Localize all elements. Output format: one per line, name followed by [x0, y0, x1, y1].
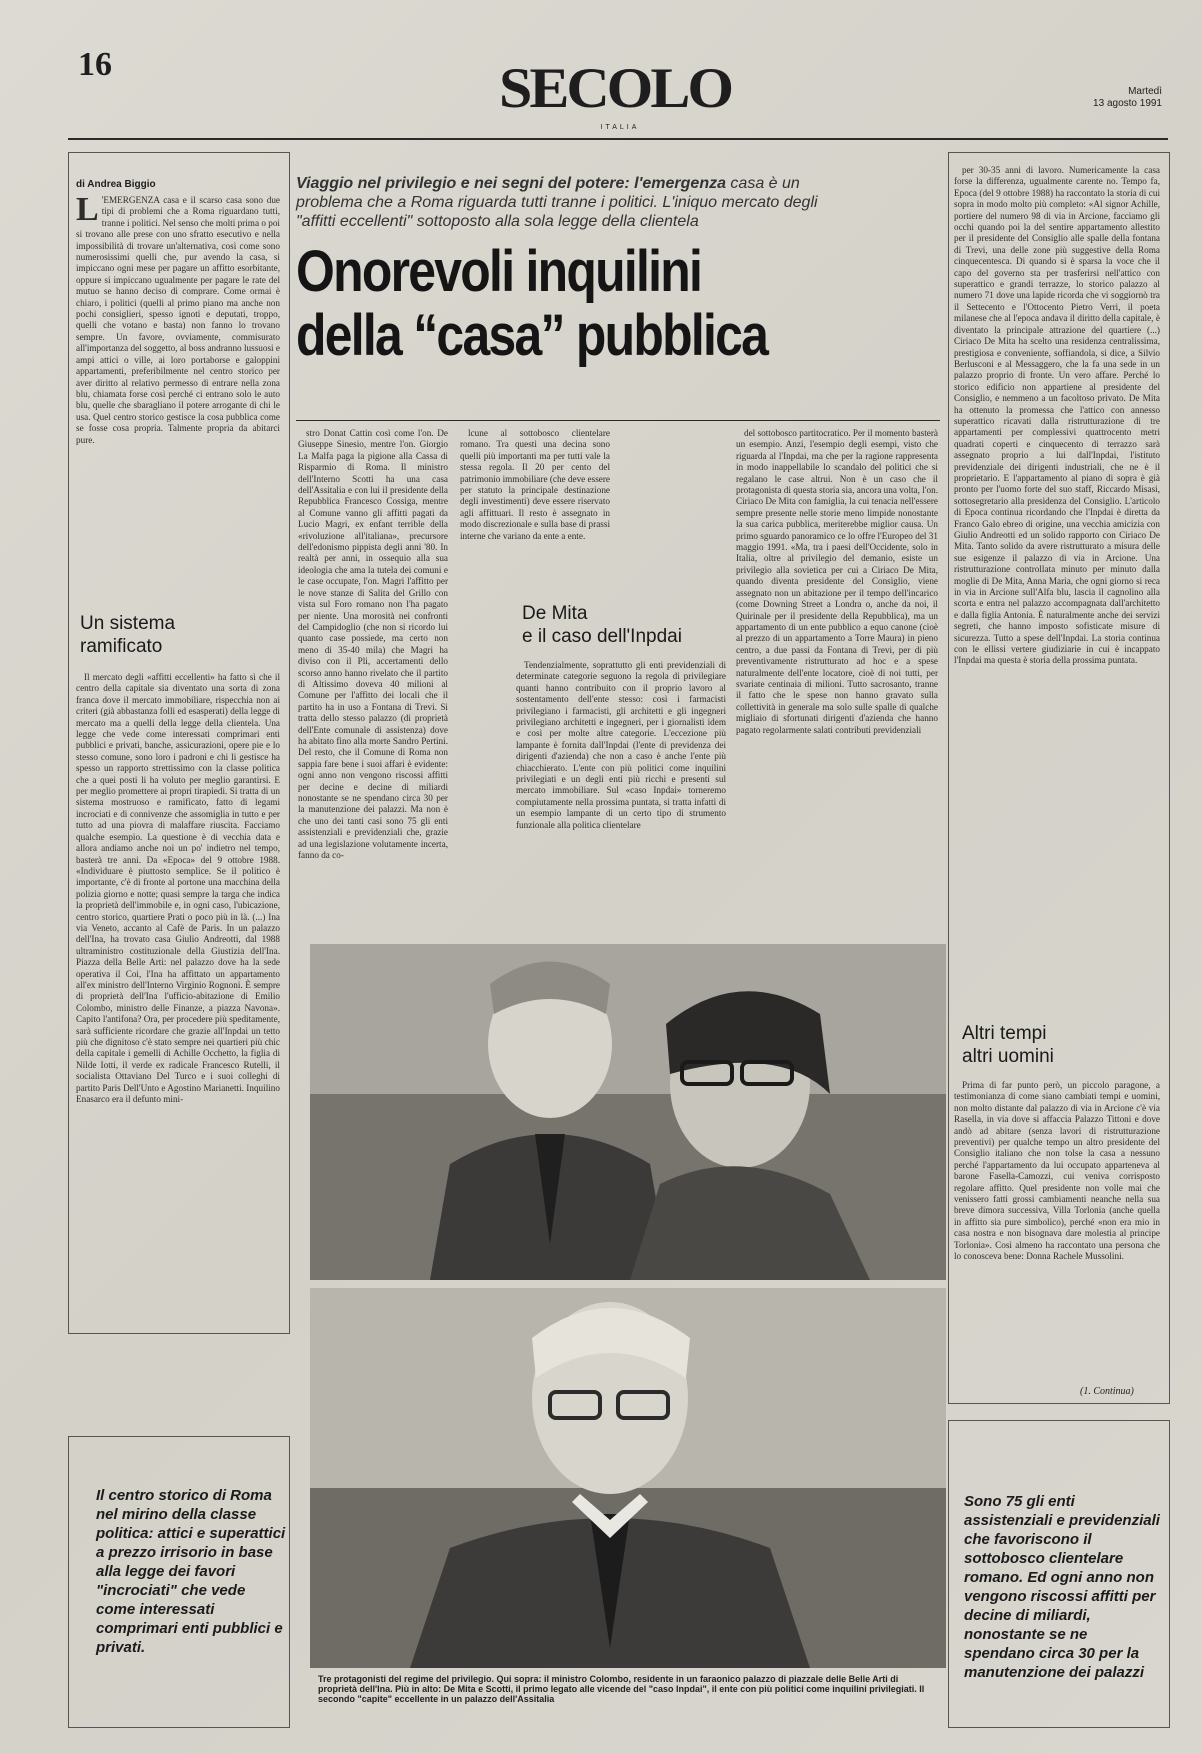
- column-2: [298, 428, 448, 940]
- column-1: [76, 672, 280, 1388]
- subhead-line: e il caso dell'Inpdai: [522, 626, 682, 647]
- masthead-subtitle: ITALIA: [600, 124, 640, 131]
- subhead-demita: [522, 602, 682, 648]
- kicker-rest: casa è un problema che a Roma riguarda tutti tranne i politici. L'iniquo mercato degli "affitti eccellenti" sottoposto alla sola legge della clientela: [296, 175, 818, 230]
- subhead-line: De Mita: [522, 603, 588, 624]
- column-3b: [516, 660, 726, 940]
- kicker: [296, 174, 856, 231]
- photo-politicians: [310, 944, 946, 1280]
- column-4: [736, 428, 938, 940]
- kicker-bold: Viaggio nel privilegio e nei segni del potere: l'emergenza: [296, 175, 726, 192]
- headline-line-2: della “casa” pubblica: [296, 303, 768, 368]
- column-3-text: lcune al sottobosco clientelare romano. Tra questi una decina sono quelli più importanti ma per tutti vale la stessa regola. Il 20 per cento del patrimonio immobiliare (che deve essere per statuto la principale destinazione degli investimenti) deve essere riservato agli affittuari. Il resto è assegnato in modo discrezionale e sulla base di prassi interne che variano da ente a ente.: [460, 428, 610, 541]
- subhead-sistema: [80, 612, 175, 658]
- masthead: SECOLO: [498, 56, 732, 120]
- headline: [296, 240, 795, 368]
- dropcap: L: [76, 195, 99, 228]
- column-5b: [954, 1080, 1160, 1380]
- lead-column: [76, 195, 280, 577]
- column-5-text: per 30-35 anni di lavoro. Numericamente la casa forse la differenza, ugualmente carente no. Tempo fa, Epoca (del 9 ottobre 1988) ha raccontato la storia di cui sopra in modo molto più completo: «Al signor Achille, portiere del numero 98 di via in Arcione, facciamo gli occhi quando poi la del sentire appartamento allestito per il presidente del Consiglio alle spalle della fontana di Trevi, una delle zone più suggestive della Roma cinquecentesca. Di quando si è sparsa la voce che il capo del governo sta per trasferirsi nell'attico con superattico e grandi terrazze, lo storico palazzo al numero 71 dove una lapide ricorda che vi soggiornò tra il Settecento e l'Ottocento Pietro Verri, il poeta milanese che al l'epoca andava il diritto della capitale, è diventato la principale attrazione del quartiere (...) Ciriaco De Mita ha scelto una residenza centralissima, prestigiosa e conveniente, soffiandola, si dice, a Silvio Berlusconi e al Messaggero, che la fa una sede in un palazzo proprio di fronte. Un vero affare. Perché lo storico edificio non appartiene al presidente del Consiglio, e nemmeno a un facoltoso privato. De Mita ha ottenuto la promessa che l'attico con annesso superattico ricavati dalla ristrutturazione di tre appartamenti per complessivi quattrocento metri quadrati coperti e cinquecento di terrazzo sarà assegnato proprio a lui dall'Inpdai, l'istituto previdenziale dei dirigenti industriali, che ne è il proprietario. E l'appartamento al piano di sopra è già pronto per l'uomo forte del suo staff, Riccardo Misasi, sottosegretario alla presidenza del Consiglio. L'articolo di Epoca continua ricordando che l'Inpdai è diretta da Franco Galo ebreo di origine, una vecchia amicizia con Giulio Andreotti ed un solido rapporto con Ciriaco De Mita. Tanto solido da avere ristrutturato a misura delle sue esigenze il palazzo di via in Arcione. Una ristrutturazione controllata minuto per minuto dalla moglie di De Mita, Anna Maria, che ogni giorno si reca in via in Arcione sull'Alfa blu, lascia il cagnolino alla scorta e entra nel palazzo accompagnata dall'architetto e dalla figlia Antonia. È naturalmente anche dei servizi segreti, che hanno imposto sofisticate misure di sicurezza. Tutto a spese dell'Inpdai. La storia continua con le ellissi vertere giudiziarie in cui è incappato l'Inpdai ma questa è storia della prossima puntata.: [954, 165, 1160, 666]
- dateline: [1062, 86, 1162, 110]
- pullquote-left: Il centro storico di Roma nel mirino della classe politica: attici e superattici a prezzo irrisorio in base alla legge dei favori "incrociati" che vede come interessati comprimari enti pubblici e privati.: [96, 1487, 286, 1656]
- byline: di Andrea Biggio: [76, 179, 156, 190]
- column-1-text: Il mercato degli «affitti eccellenti» ha fatto sì che il centro della capitale sia diventato una sorta di zona franca dove il mercato immobiliare, rispecchia non ai criteri (già abbastanza folli ed esasperati) della legge di mercato ma a quelli della legge della clientela. Una legge che vede come interessati comprimari enti pubblici e privati, banche, assicurazioni, opere pie e lo stesso comune, sono loro i padroni e chi li gestisce ha spesso un rapporto strettissimo con la classe politica che a quei posti li ha voluto per meglio garantirsi. E per meglio promettere ai propri tirapiedi. Si tratta di un sistema mostruoso e ramificato, fatto di legami incrociati e di connivenze che assomiglia in tutto e per tutto ad una piovra di malaffare riuscita. Facciamo qualche esempio. La questione è di vecchia data e allora andiamo anche noi un po' indietro nel tempo, basterà tre anni. Da «Epoca» del 9 ottobre 1988. «Individuare è piuttosto semplice. Se il politico è importante, c'è di fronte al portone una macchina della polizia giorno e notte; quasi sempre la targa che indica la proprietà dell'immobile e, in ogni caso, l'ubicazione, centro storico, quartiere Prati o poco più in là. (...) Ina via Veneto, accanto al Cafè de Paris. In un palazzo dell'Ina, ha trovato casa Giulio Andreotti, dal 1988 ultraministro costituzionale della Giustizia dell'Ina. Piazza della Belle Arti: nel palazzo dove ha la sede operativa il Coi, l'Ina ha affittato un appartamento all'ex ministro dell'Interno Virginio Rognoni. È sempre di proprietà dell'Ina l'ufficio-abitazione di Emilio Colombo, ministro delle Finanze, a piazza Navona». Capito l'antifona? Ora, per procedere più speditamente, sarà sufficiente ricordare che grazie all'Inpdai un tetto più che dignitoso c'è stato sempre nei quartieri più chic della capitale i gemelli di Achille Occhetto, la figlia di Nilde Iotti, il verde ex radicale Francesco Rutelli, il socialista Ottaviano Del Turco e i suoi colleghi di partito Paris Dell'Unto e Agostino Marianetti. Inquilino Enasarco era il defunto mini-: [76, 672, 280, 1105]
- photo-colombo: [310, 1288, 946, 1668]
- subhead-altri: [962, 1022, 1054, 1068]
- column-5: [954, 165, 1160, 1020]
- date-full: 13 agosto 1991: [1093, 98, 1162, 109]
- headline-line-1: Onorevoli inquilini: [296, 239, 702, 304]
- date-weekday: Martedì: [1128, 86, 1162, 97]
- photo-colombo-art: [310, 1288, 946, 1668]
- column-4-text: del sottobosco partitocratico. Per il momento basterà un esempio. Anzi, l'esempio degli esempi, visto che riguarda al l'Inpdai, ma che per la ragione rappresenta in modo inappellabile lo scandalo del politici che si regalano le case altrui. Non è un caso che il protagonista di questa storia sia, ancora una volta, l'on. Ciriaco De Mita con famiglia, la cui tenacia nell'essere sempre presente nelle storie meno limpide nonostante la sua carica pubblica, meriterebbe miglior causa. Un primo sguardo panoramico ce lo offre l'Europeo del 31 maggio 1991. «Ma, tra i paesi dell'Occidente, solo in Italia, oltre al privilegio del demanio, esiste un privilegio alla sovietica per cui a Ciriaco De Mita, quando diventa presidente del Consiglio, viene assegnato non un abitazione per il tempo dell'incarico (come Downing Street a Londra o, anche da noi, il Quirinale per il presidente della Repubblica), ma un appartamento di un ente pubblico a equo canone (cioè al prezzo di un appartamento a Torre Maura) in pieno centro, a due passi da Fontana di Trevi, per di più preventivamente ristrutturato ad hoc e a spese naturalmente dell'ente locatore, cioè di noi tutti, per svariate centinaia di milioni. Tutto sacrosanto, tranne il fatto che le spese non hanno gravato sulla collettività in generale ma solo sulle spalle di qualche migliaio di sfortunati dirigenti d'azienda che hanno pagato regolarmente salati contributi previdenziali: [736, 428, 938, 735]
- page-number: 16: [78, 46, 112, 83]
- column-3b-text: Tendenzialmente, soprattutto gli enti previdenziali di determinate categorie seguono la regola di privilegiare quanti hanno contribuito con il proprio lavoro al sostentamento dell'ente stesso: così i farmacisti privilegiano i farmacisti, gli architetti e gli ingegneri privilegiano architetti e ingegneri, per i giornalisti idem e così per molte altre categorie. L'eccezione più lampante è fornita dall'Inpdai (l'ente di previdenza dei dirigenti d'azienda) che non a caso è anche l'ente più chiacchierato. L'ente con più politici come inquilini privilegiati e un degli enti più ricchi e presenti sul mercato immobiliare. Sul «caso Inpdai» torneremo compiutamente nella prossima puntata, si tratta infatti di un esempio lampante di un certo tipo di strumento funzionale alla politica clientelare: [516, 660, 726, 830]
- photo-caption: Tre protagonisti del regime del privilegio. Qui sopra: il ministro Colombo, residente in un faraonico palazzo di piazzale delle Belle Arti di proprietà dell'Ina. Più in alto: De Mita e Scotti, il primo legato alle vicende del "caso Inpdai", il ente con più politici come inquilini privilegiati. Il secondo "capite" eccellente in un palazzo dell'Assitalia: [318, 1674, 925, 1704]
- headline-rule: [296, 420, 940, 421]
- continues-label: (1. Continua): [1080, 1386, 1134, 1397]
- column-2-text: stro Donat Cattin così come l'on. De Giuseppe Sinesio, mentre l'on. Giorgio La Malfa paga la pigione alla Cassa di Risparmio di Roma. Il ministro dell'Interno Scotti ha una casa dell'Assitalia e con lui il presidente della Repubblica Francesco Cossiga, mentre al Comune vanno gli affitti pagati da Lucio Magri, ex enfant terrible della «rivoluzione all'italiana», precursore dell'edonismo pippista degli anni '80. In realtà per anni, in ossequio alla sua ideologia che ama la tutela dei comuni e le case occupate, l'on. Magri l'affitto per le nove stanze di Salita del Grillo con vista sul Foro romano non l'ha pagato per niente. Una morosità nei confronti del Campidoglio (che non si ricordo lui quanto case possiede, ma certo non meno di 35-40 mila) che Magri ha diviso con il Pli, accertamenti dello scorso anno hanno rivelato che il partito di Altissimo doveva 40 milioni al Comune per l'affitto dei locali che il partito ha in uso a Fontana di Trevi. Si tratta dello stesso palazzo (di proprietà dell'Ente comunale di assistenza) dove ha abitato fino alla morte Sandro Pertini. Del resto, che il Comune di Roma non sappia fare bene i suoi affari è evidente: ogni anno non vengono riscossi affitti per decine e decine di miliardi nonostante se ne spendano circa 30 per la manutenzione dei palazzi. Ma non è che uno dei tanti casi sono 75 gli enti assistenziali e previdenziali che, grazie ad una legislazione volutamente incerta, fanno da co-: [298, 428, 448, 861]
- column-3: [460, 428, 610, 566]
- subhead-line: ramificato: [80, 636, 163, 657]
- pullquote-right: Sono 75 gli enti assistenziali e previdenziali che favoriscono il sottobosco clientelare romano. Ed ogni anno non vengono riscossi affitti per decine di miliardi, nonostante se ne spendano circa 30 per la manutenzione dei palazzi: [964, 1493, 1160, 1681]
- subhead-line: altri uomini: [962, 1046, 1054, 1067]
- column-5b-text: Prima di far punto però, un piccolo paragone, a testimonianza di come siano cambiati tempi e uomini, non molto distante dal palazzo di via in Arcione c'è via Rasella, in via dove si affaccia Palazzo Tittoni e dove andò ad abitare (senza lavori di ristrutturazione preventivi) per qualche tempo un altro presidente del Consiglio italiano che non tolse la casa a nessuno perché l'appartamento da lui occupato apparteneva al barone Fasella-Camozzi, cui veniva corrisposto regolare affitto. Quel presidente non volle mai che venissero fatti grossi cambiamenti neanche nella sua breve dimora successiva, Villa Torlonia (anche quella in affitto sia pure simbolico), perché «non era mio in casa nostra e non bisognava dare molestia al principe Torlonia». Così almeno ha raccontato una persona che lo conosceva bene: Donna Rachele Mussolini.: [954, 1080, 1160, 1262]
- subhead-line: Un sistema: [80, 613, 176, 634]
- subhead-line: Altri tempi: [962, 1023, 1047, 1044]
- lead-text: 'EMERGENZA casa e il scarso casa sono due tipi di problemi che a Roma riguardano tutti, tranne i politici. Nel senso che molti prima o poi si trovano alle prese con uno sfratto esecutivo e nella impossibilità di trovare un'alternativa, così come sono numerosissimi quelli che, pur avendo la casa, si impiccano ogni mese per pagare un affitto esorbitante, oppure si impiccano ugualmente per pagare le rate del mutuo se hanno deciso di comprare. Come ormai è chiaro, i politici (quelli al primo piano ma anche non pochi consiglieri, spesso ignoti e deputati, troppo, quelli che votano e basta) non fanno lo trovano sempre. Un favore, ovviamente, commisurato all'importanza del soggetto, al boss andranno lussuosi e ampi attici o ville, ai loro portaborse e galoppini appartamenti, preferibilmente nel centro storico per aver diritto al relativo permesso di entrare nella zona blu, chiamata forse così perché ci entrano solo le auto blu, quelle che sbaragliano il potere arrogante di chi le usa. Quel centro storico gestisce la cosa pubblica come se fosse cosa propria. Talmente propria da abitarci pure.: [76, 195, 280, 445]
- header-rule: [68, 138, 1168, 140]
- photo-politicians-art: [310, 944, 946, 1280]
